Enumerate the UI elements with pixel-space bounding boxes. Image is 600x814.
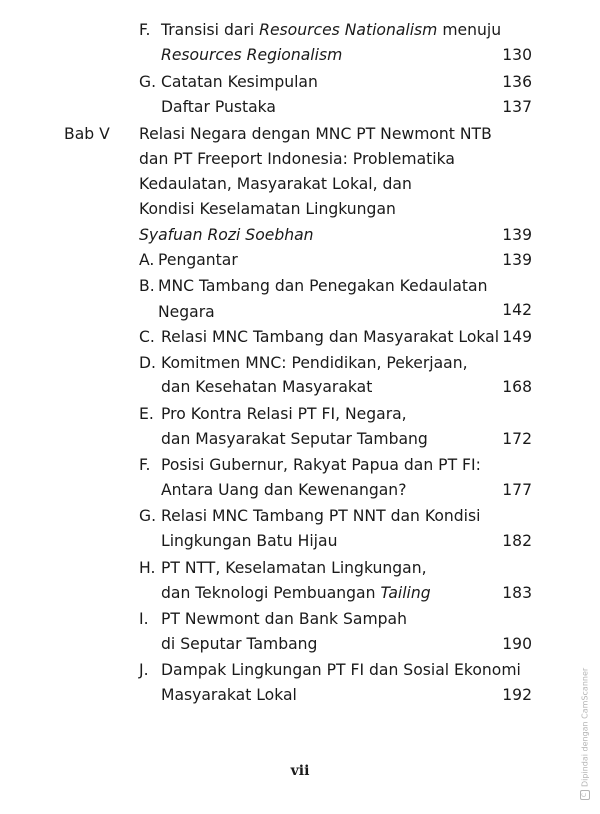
section-e-marker: E. [139,405,154,423]
section-c-title: Relasi MNC Tambang dan Masyarakat Lokal [161,328,500,346]
section-i-page: 190 [502,635,532,653]
section-e-title-line1: Pro Kontra Relasi PT FI, Negara, [161,405,407,423]
section-j-title-line2: Masyarakat Lokal [161,686,297,704]
chapter-page: 139 [502,226,532,244]
section-b-title-line1: MNC Tambang dan Penegakan Kedaulatan [158,277,488,295]
section-i-title-line1: PT Newmont dan Bank Sampah [161,610,407,628]
section-h-page: 183 [502,584,532,602]
section-b-page: 142 [502,301,532,319]
toc-entry-f-page: 130 [502,46,532,64]
section-c-marker: C. [139,328,155,346]
watermark-text: Dipindai dengan CamScanner [580,667,590,787]
section-i-title-line2: di Seputar Tambang [161,635,318,653]
section-e-page: 172 [502,430,532,448]
chapter-title-line1: Relasi Negara dengan MNC PT Newmont NTB [139,125,492,143]
toc-entry-g-title: Catatan Kesimpulan [161,73,318,91]
section-i-marker: I. [139,610,149,628]
section-j-page: 192 [502,686,532,704]
chapter-title-line4: Kondisi Keselamatan Lingkungan [139,200,396,218]
section-d-page: 168 [502,378,532,396]
section-a-marker: A. [139,251,155,269]
section-f-title-line1: Posisi Gubernur, Rakyat Papua dan PT FI: [161,456,481,474]
scanner-watermark [580,668,590,800]
toc-entry-f-title-line1: Transisi dari Resources Nationalism menuju [161,21,502,39]
toc-entry-g-page: 136 [502,73,532,91]
section-b-title-line2: Negara [158,303,215,321]
section-h-title-line2: dan Teknologi Pembuangan Tailing [161,584,431,602]
chapter-label: Bab V [64,125,110,143]
chapter-title-line2: dan PT Freeport Indonesia: Problematika [139,150,455,168]
chapter-title-line3: Kedaulatan, Masyarakat Lokal, dan [139,175,412,193]
toc-entry-bibliography-title: Daftar Pustaka [161,98,276,116]
section-d-marker: D. [139,354,156,372]
section-g-title-line2: Lingkungan Batu Hijau [161,532,338,550]
section-a-title: Pengantar [158,251,238,269]
section-f-page: 177 [502,481,532,499]
section-j-title-line1: Dampak Lingkungan PT FI dan Sosial Ekonomi [161,661,521,679]
toc-entry-g-marker: G. [139,73,157,91]
section-c-page: 149 [502,328,532,346]
section-d-title-line1: Komitmen MNC: Pendidikan, Pekerjaan, [161,354,468,372]
section-d-title-line2: dan Kesehatan Masyarakat [161,378,373,396]
section-j-marker: J. [139,661,149,679]
toc-entry-f-title-line2: Resources Regionalism [161,46,343,64]
section-f-marker: F. [139,456,151,474]
chapter-author: Syafuan Rozi Soebhan [139,226,314,244]
section-h-title-line1: PT NTT, Keselamatan Lingkungan, [161,559,427,577]
section-e-title-line2: dan Masyarakat Seputar Tambang [161,430,428,448]
toc-entry-f-marker: F. [139,21,151,39]
section-b-marker: B. [139,277,155,295]
camscanner-icon: C [580,790,590,800]
page-folio: vii [290,763,310,779]
section-g-title-line1: Relasi MNC Tambang PT NNT dan Kondisi [161,507,481,525]
section-a-page: 139 [502,251,532,269]
section-g-page: 182 [502,532,532,550]
toc-entry-bibliography-page: 137 [502,98,532,116]
section-h-marker: H. [139,559,156,577]
section-f-title-line2: Antara Uang dan Kewenangan? [161,481,407,499]
section-g-marker: G. [139,507,157,525]
